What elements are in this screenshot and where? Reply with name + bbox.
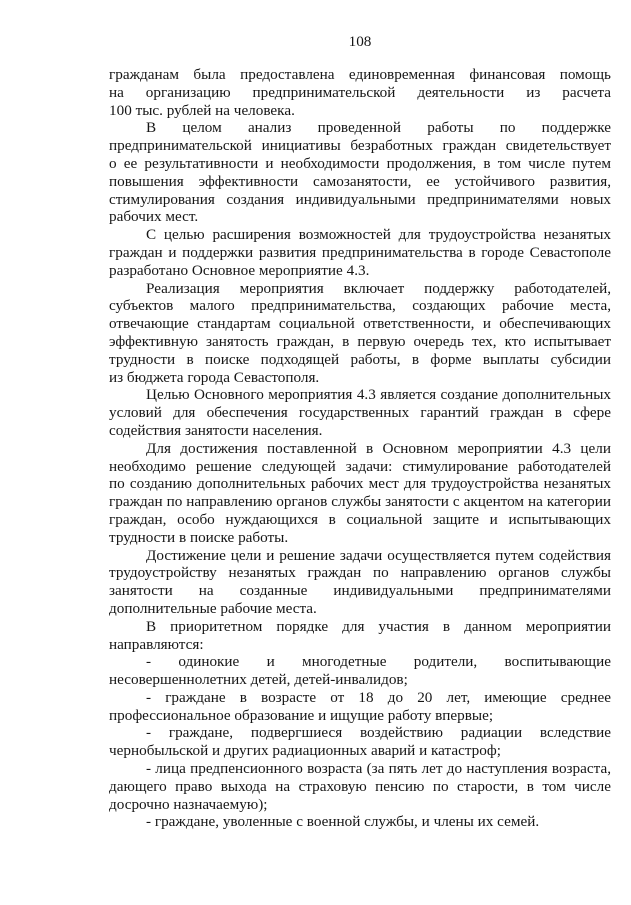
paragraph [109,386,611,439]
text-line: эффективную занятость граждан, в первую очередь тех, кто испытывает [109,332,611,350]
text-line: по созданию дополнительных рабочих мест для трудоустройства незанятых [109,475,611,493]
text-line: субъектов малого предпринимательства, создающих рабочие места, [109,297,611,315]
text-line: стимулирования создания индивидуальными предпринимателями новых [109,190,611,208]
text-line: - лица предпенсионного возраста (за пять лет до наступления возраста, [146,760,611,778]
text-line: необходимо решение следующей задачи: стимулирование работодателей [109,457,611,475]
text-line: граждан по направлению органов службы занятости с акцентом на категории [109,493,611,511]
text-line: профессиональное образование и ищущие работу впервые; [109,706,494,724]
list-item [109,760,611,813]
text-line: Целью Основного мероприятия 4.3 является создание дополнительных [146,386,611,404]
paragraph [109,280,611,387]
text-line: трудоустройству незанятых граждан по направлению органов службы [109,564,611,582]
text-line: повышения эффективности самозанятости, ее устойчивого развития, [109,172,611,190]
text-line: на организацию предпринимательской деятельности из расчета [109,83,611,101]
text-line: Для достижения поставленной в Основном мероприятии 4.3 цели [146,439,611,457]
text-line: о ее результативности и необходимости продолжения, в том числе путем [109,154,611,172]
text-line: - граждане, уволенные с военной службы, и члены их семей. [146,813,540,831]
text-line: трудности в поиске подходящей работы, в форме выплаты субсидии [109,350,611,368]
text-line: дополнительные рабочие места. [109,599,317,617]
paragraph [109,66,611,119]
text-line: 100 тыс. рублей на человека. [109,101,295,119]
text-line: В приоритетном порядке для участия в данном мероприятии [146,617,611,635]
text-line: направляются: [109,635,204,653]
text-line: - граждане, подвергшиеся воздействию радиации вследствие [146,724,611,742]
priority-list [109,653,611,831]
paragraph [109,618,611,654]
text-line: Достижение цели и решение задачи осуществляется путем содействия [146,546,611,564]
text-line: разработано Основное мероприятие 4.3. [109,261,370,279]
text-line: - граждане в возрасте от 18 до 20 лет, имеющие среднее [146,688,611,706]
text-line: Реализация мероприятия включает поддержку работодателей, [146,279,611,297]
text-line: граждан и поддержки развития предпринимательства в городе Севастополе [109,243,611,261]
list-item [109,724,611,760]
text-line: чернобыльской и других радиационных аварий и катастроф; [109,742,501,760]
text-line: из бюджета города Севастополя. [109,368,320,386]
text-line: гражданам была предоставлена единовременная финансовая помощь [109,66,611,83]
text-line: дающего право выхода на страховую пенсию по старости, в том числе [109,777,611,795]
list-item [109,689,611,725]
page-number: 108 [348,33,372,50]
document-body [109,66,611,831]
text-line: отвечающие стандартам социальной ответственности, и обеспечивающих [109,315,611,333]
text-line: граждан, особо нуждающихся в социальной защите и испытывающих [109,510,611,528]
text-line: предпринимательской инициативы безработных граждан свидетельствует [109,137,611,155]
text-line: досрочно назначаемую); [109,795,268,813]
text-line: - одинокие и многодетные родители, воспитывающие [146,653,611,671]
text-line: условий для обеспечения государственных гарантий граждан в сфере [109,404,611,422]
paragraph [109,547,611,618]
list-item [109,813,611,831]
text-line: несовершеннолетних детей, детей-инвалидов; [109,671,408,689]
text-line: В целом анализ проведенной работы по поддержке [146,119,611,137]
paragraph [109,119,611,226]
paragraph [109,440,611,547]
text-line: С целью расширения возможностей для трудоустройства незанятых [146,226,611,244]
text-line: трудности в поиске работы. [109,528,289,546]
list-item [109,653,611,689]
text-line: занятости на созданные индивидуальными предпринимателями [109,582,611,600]
text-line: рабочих мест. [109,208,199,226]
paragraph [109,226,611,279]
text-line: содействия занятости населения. [109,421,323,439]
